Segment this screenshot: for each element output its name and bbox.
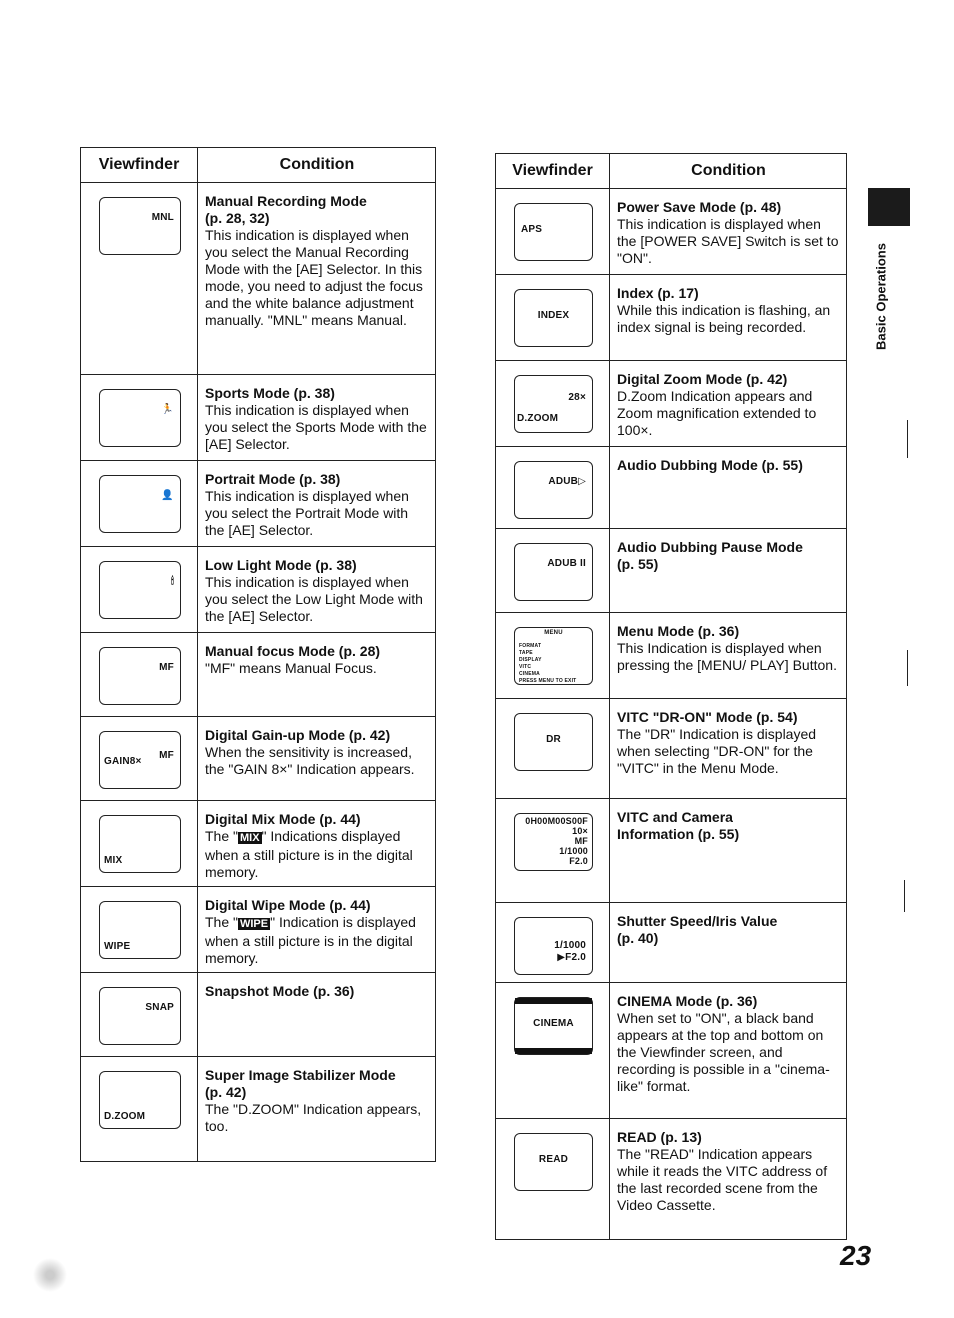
condition-body: This indication is displayed when you select the Low Light Mode with the [AE] Selector. — [205, 574, 423, 624]
viewfinder-screen — [99, 901, 181, 959]
condition-text — [205, 983, 429, 1000]
viewfinder-screen — [514, 917, 593, 975]
menu-screen-line: CINEMA — [519, 671, 540, 677]
menu-screen-line: DISPLAY — [519, 657, 542, 663]
column-divider — [197, 1057, 198, 1161]
table-row — [496, 361, 846, 447]
condition-title: Digital Mix Mode (p. 44) — [205, 811, 361, 827]
column-divider — [609, 361, 610, 446]
viewfinder-screen — [514, 543, 593, 601]
header-condition: Condition — [197, 148, 436, 182]
viewfinder-indicator: MNL — [151, 212, 174, 223]
condition-title: Snapshot Mode (p. 36) — [205, 983, 355, 999]
viewfinder-screen — [514, 627, 593, 685]
condition-title: Index (p. 17) — [617, 285, 699, 301]
table-row — [81, 375, 435, 461]
inverse-indicator: WIPE — [239, 918, 269, 930]
condition-body: The "READ" Indication appears while it reads the VITC address of the last recorded scene from the Video Cassette. — [617, 1146, 828, 1213]
condition-title: Audio Dubbing Pause Mode (p. 55) — [617, 539, 803, 572]
condition-text — [617, 623, 840, 674]
section-label: Basic Operations — [873, 243, 889, 350]
viewfinder-indicator: 🕯 — [170, 576, 174, 587]
table-row — [81, 801, 435, 887]
viewfinder-indicator: MF — [574, 836, 588, 846]
viewfinder-screen — [514, 203, 593, 261]
condition-title: Low Light Mode (p. 38) — [205, 557, 357, 573]
condition-title: VITC "DR-ON" Mode (p. 54) — [617, 709, 798, 725]
viewfinder-indicator: 🏃 — [161, 404, 174, 415]
condition-body: This indication is displayed when you select the Portrait Mode with the [AE] Selector. — [205, 488, 409, 538]
condition-body — [205, 914, 429, 967]
menu-screen-line: TAPE — [519, 650, 533, 656]
viewfinder-indicator: MENU — [544, 630, 563, 636]
viewfinder-indicator: D.ZOOM — [104, 1111, 146, 1122]
condition-text — [205, 193, 429, 329]
viewfinder-indicator: 10× — [572, 826, 588, 836]
table-row — [496, 799, 846, 903]
viewfinder-indicator: 1/1000 — [559, 846, 588, 856]
condition-title: VITC and Camera Information (p. 55) — [617, 809, 740, 842]
table-header — [496, 154, 846, 189]
viewfinder-indicator: READ — [538, 1154, 569, 1165]
viewfinder-indicator: ADUB▷ — [548, 476, 586, 487]
table-row — [81, 183, 435, 375]
condition-body-prefix: The " — [205, 828, 238, 844]
viewfinder-indicator: SNAP — [145, 1002, 174, 1013]
condition-body: When set to "ON", a black band appears at the top and bottom on the Viewfinder screen, and recording is possible in a "cinema-like" format. — [617, 1010, 830, 1094]
condition-body: The "D.ZOOM" Indication appears, too. — [205, 1101, 422, 1134]
viewfinder-screen — [99, 1071, 181, 1129]
cinema-band-bottom — [515, 1048, 592, 1054]
table-row — [496, 1119, 846, 1239]
viewfinder-indicator: MIX — [104, 855, 123, 866]
menu-screen-line: FORMAT — [519, 643, 542, 649]
viewfinder-indicator: GAIN8× — [104, 756, 142, 767]
condition-body: This indication is displayed when the [POWER SAVE] Switch is set to "ON". — [617, 216, 839, 266]
margin-mark — [904, 880, 905, 912]
viewfinder-indicator: 0H00M00S00F — [525, 816, 588, 826]
table-header — [81, 148, 435, 183]
condition-body: This indication is displayed when you select the Manual Recording Mode with the [AE] Selector. In this mode, you need to adjust the focus and the white balance adjustment manually. "MNL" means Manual. — [205, 227, 423, 328]
column-divider — [609, 1119, 610, 1239]
menu-screen-line: VITC — [519, 664, 532, 670]
left-indicator-table — [80, 147, 436, 1162]
column-divider — [609, 903, 610, 982]
viewfinder-screen — [514, 713, 593, 771]
column-divider — [609, 529, 610, 612]
viewfinder-indicator: D.ZOOM — [517, 413, 559, 424]
column-divider — [609, 699, 610, 798]
condition-text — [617, 457, 840, 474]
table-row — [81, 973, 435, 1057]
right-indicator-table — [495, 153, 847, 1240]
condition-title: Digital Wipe Mode (p. 44) — [205, 897, 371, 913]
column-divider — [197, 717, 198, 800]
condition-title: Sports Mode (p. 38) — [205, 385, 335, 401]
table-row — [81, 1057, 435, 1161]
section-tab-marker — [868, 188, 910, 226]
column-divider — [609, 275, 610, 360]
column-divider — [609, 447, 610, 528]
condition-text — [617, 285, 840, 336]
viewfinder-indicator: F2.0 — [569, 856, 588, 866]
table-row — [496, 903, 846, 983]
viewfinder-screen — [99, 475, 181, 533]
viewfinder-indicator: CINEMA — [533, 1018, 574, 1029]
viewfinder-indicator: ▶F2.0 — [557, 952, 586, 963]
header-viewfinder: Viewfinder — [512, 162, 593, 179]
scan-smudge — [30, 1255, 70, 1295]
margin-mark — [907, 650, 908, 686]
viewfinder-indicator: 28× — [568, 392, 586, 403]
viewfinder-screen — [99, 987, 181, 1045]
page-number: 23 — [840, 1240, 872, 1271]
condition-text — [617, 371, 840, 439]
condition-text — [205, 727, 429, 778]
condition-text — [617, 809, 840, 843]
margin-mark — [907, 420, 908, 458]
table-row — [496, 699, 846, 799]
column-divider — [609, 983, 610, 1118]
condition-title: Digital Gain-up Mode (p. 42) — [205, 727, 391, 743]
condition-text — [617, 709, 840, 777]
column-divider — [197, 887, 198, 972]
condition-text — [205, 557, 429, 625]
condition-text — [205, 811, 429, 881]
condition-title: CINEMA Mode (p. 36) — [617, 993, 758, 1009]
condition-text — [205, 385, 429, 453]
column-divider — [197, 547, 198, 632]
condition-title: Super Image Stabilizer Mode (p. 42) — [205, 1067, 396, 1100]
condition-body: This indication is displayed when you select the Sports Mode with the [AE] Selector. — [205, 402, 427, 452]
viewfinder-indicator: MF — [159, 662, 174, 673]
condition-text — [617, 913, 840, 947]
condition-title: Shutter Speed/Iris Value (p. 40) — [617, 913, 778, 946]
table-row — [81, 461, 435, 547]
table-row — [81, 887, 435, 973]
viewfinder-indicator: DR — [546, 734, 561, 745]
column-divider — [609, 189, 610, 274]
condition-text — [617, 993, 840, 1095]
condition-text — [617, 199, 840, 267]
condition-body-rest: " Indications displayed when a still picture is in the digital memory. — [205, 828, 413, 880]
header-viewfinder: Viewfinder — [98, 156, 180, 173]
condition-title: READ (p. 13) — [617, 1129, 702, 1145]
condition-body: "MF" means Manual Focus. — [205, 660, 377, 676]
viewfinder-screen — [514, 375, 593, 433]
table-row — [496, 189, 846, 275]
condition-body: When the sensitivity is increased, the "GAIN 8×" Indication appears. — [205, 744, 415, 777]
column-divider — [197, 375, 198, 460]
viewfinder-screen — [99, 197, 181, 255]
header-condition: Condition — [609, 154, 847, 188]
viewfinder-screen — [99, 561, 181, 619]
condition-title: Audio Dubbing Mode (p. 55) — [617, 457, 803, 473]
viewfinder-indicator: INDEX — [537, 310, 570, 321]
table-row — [81, 633, 435, 717]
viewfinder-screen — [514, 461, 593, 519]
condition-title: Manual focus Mode (p. 28) — [205, 643, 381, 659]
viewfinder-indicator: 👤 — [161, 490, 174, 501]
condition-body-prefix: The " — [205, 914, 238, 930]
condition-text — [617, 539, 840, 573]
viewfinder-indicator: MF — [159, 750, 174, 761]
viewfinder-indicator: WIPE — [104, 941, 131, 952]
column-divider — [609, 799, 610, 902]
condition-body: D.Zoom Indication appears and Zoom magnification extended to 100×. — [617, 388, 817, 438]
inverse-indicator: MIX — [239, 832, 260, 844]
column-divider — [197, 633, 198, 716]
viewfinder-indicator: 1/1000 — [554, 940, 586, 951]
column-divider — [609, 613, 610, 698]
condition-body — [205, 828, 429, 881]
viewfinder-indicator: APS — [521, 224, 543, 235]
column-divider — [197, 973, 198, 1056]
table-row — [81, 717, 435, 801]
condition-text — [205, 471, 429, 539]
condition-text — [617, 1129, 840, 1214]
condition-body: This Indication is displayed when pressing the [MENU/ PLAY] Button. — [617, 640, 837, 673]
viewfinder-screen — [99, 389, 181, 447]
table-row — [496, 275, 846, 361]
viewfinder-screen — [514, 813, 593, 871]
viewfinder-screen — [514, 997, 593, 1055]
condition-title: Digital Zoom Mode (p. 42) — [617, 371, 788, 387]
table-row — [496, 529, 846, 613]
viewfinder-screen — [514, 1133, 593, 1191]
condition-title: Menu Mode (p. 36) — [617, 623, 740, 639]
table-row — [496, 983, 846, 1119]
condition-text — [205, 1067, 429, 1135]
cinema-band-top — [515, 998, 592, 1004]
viewfinder-screen — [99, 647, 181, 705]
viewfinder-indicator: ADUB II — [547, 558, 586, 569]
condition-title: Power Save Mode (p. 48) — [617, 199, 782, 215]
table-row — [496, 447, 846, 529]
condition-title: Manual Recording Mode (p. 28, 32) — [205, 193, 367, 226]
condition-title: Portrait Mode (p. 38) — [205, 471, 341, 487]
menu-screen-line: PRESS MENU TO EXIT — [519, 678, 577, 684]
column-divider — [197, 801, 198, 886]
condition-body: While this indication is flashing, an index signal is being recorded. — [617, 302, 831, 335]
condition-text — [205, 643, 429, 677]
table-row — [496, 613, 846, 699]
table-row — [81, 547, 435, 633]
condition-text — [205, 897, 429, 967]
viewfinder-screen — [99, 731, 181, 789]
column-divider — [197, 183, 198, 374]
condition-body: The "DR" Indication is displayed when selecting "DR-ON" for the "VITC" in the Menu Mode. — [617, 726, 817, 776]
viewfinder-screen — [514, 289, 593, 347]
viewfinder-screen — [99, 815, 181, 873]
column-divider — [197, 461, 198, 546]
condition-body-rest: " Indication is displayed when a still picture is in the digital memory. — [205, 914, 416, 966]
